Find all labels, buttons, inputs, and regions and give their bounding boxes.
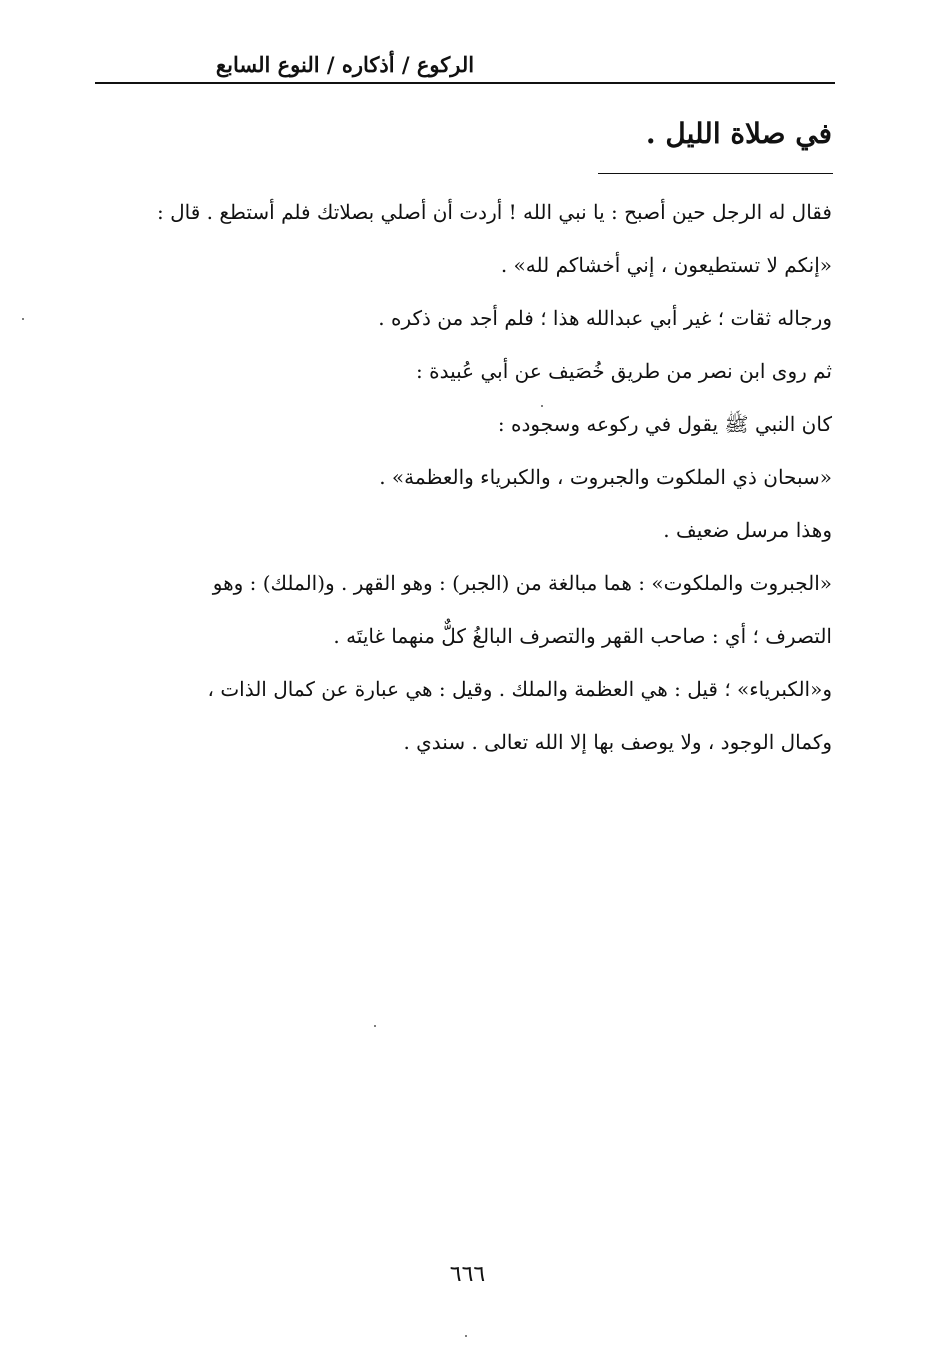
footnote-line: ثم روى ابن نصر من طريق خُصَيف عن أبي عُبيدة : <box>416 359 832 383</box>
page-number: ٦٦٦ <box>449 1262 486 1287</box>
footnotes <box>96 186 832 769</box>
scan-speck <box>465 1335 467 1337</box>
footnote-separator <box>598 173 833 174</box>
footnote-line: كان النبي ﷺ يقول في ركوعه وسجوده : <box>497 412 832 436</box>
header-rule <box>95 82 835 84</box>
footnote-line: «إنكم لا تستطيعون ، إني أخشاكم لله» . <box>500 253 832 277</box>
closing-line: في صلاة الليل . <box>645 117 832 150</box>
running-header: الركوع / أذكاره / النوع السابع <box>215 52 475 77</box>
footnote-line: «الجبروت والملكوت» : هما مبالغة من (الجبر) : وهو القهر . و(الملك) : وهو <box>212 571 832 595</box>
footnote-line: فقال له الرجل حين أصبح : يا نبي الله ! أردت أن أصلي بصلاتك فلم أستطع . قال : <box>156 200 832 224</box>
footnote-line: وهذا مرسل ضعيف . <box>663 518 832 542</box>
footnote-line: التصرف ؛ أي : صاحب القهر والتصرف البالغُ كلٌّ منهما غايتَه . <box>333 624 832 648</box>
footnote-line: «سبحان ذي الملكوت والجبروت ، والكبرياء والعظمة» . <box>379 465 832 489</box>
scan-speck <box>22 318 24 320</box>
footnote-line: و«الكبرياء» ؛ قيل : هي العظمة والملك . وقيل : هي عبارة عن كمال الذات ، <box>207 677 832 701</box>
footnote-line: ورجاله ثقات ؛ غير أبي عبدالله هذا ؛ فلم أجد من ذكره . <box>378 306 832 330</box>
footnote-line: وكمال الوجود ، ولا يوصف بها إلا الله تعالى . سندي . <box>403 730 832 754</box>
scan-speck <box>374 1025 376 1027</box>
scan-speck <box>541 405 543 407</box>
